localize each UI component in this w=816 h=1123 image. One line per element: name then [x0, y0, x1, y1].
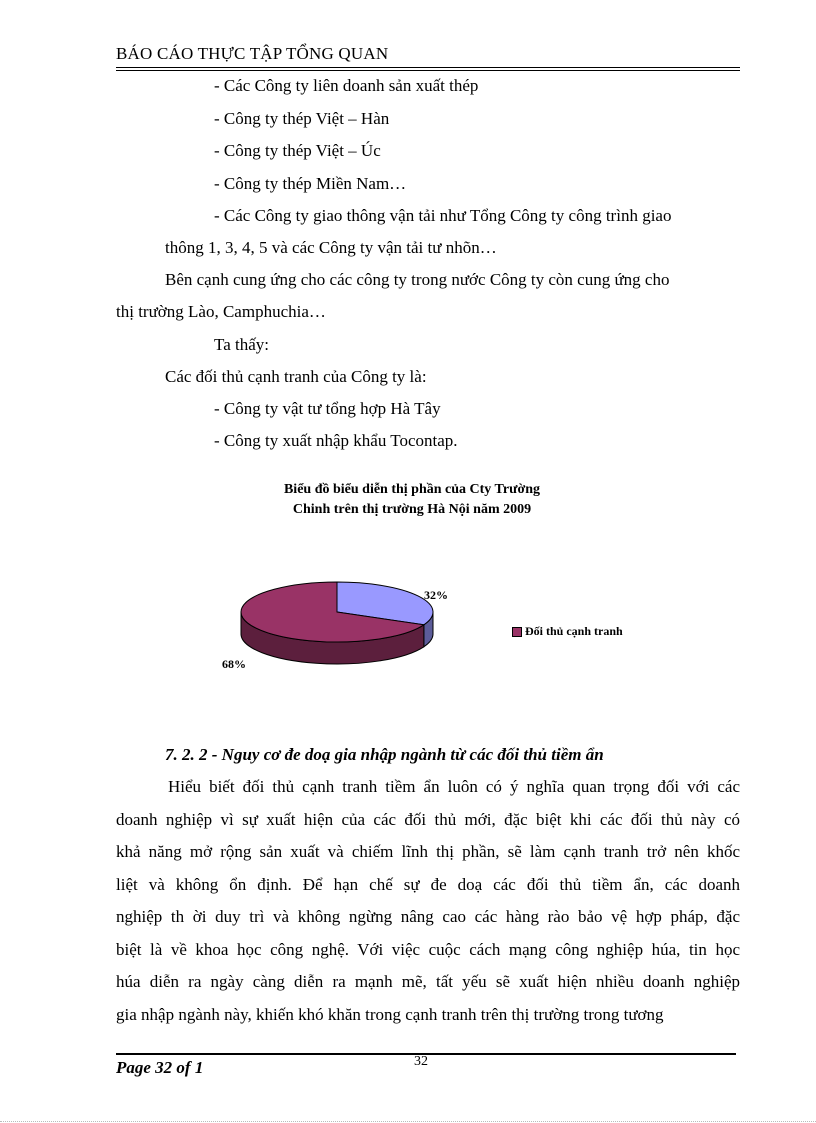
paragraph-line: biệt là về khoa học công nghệ. Với việc cuộc cách mạng công nghiệp húa, tin học [116, 939, 740, 959]
paragraph-line: khả năng mở rộng sản xuất và chiếm lĩnh thị phần, sẽ làm cạnh tranh trở nên khốc [116, 842, 740, 861]
chart-title [200, 480, 624, 520]
text-line: Các đối thủ cạnh tranh của Công ty là: [165, 367, 427, 386]
paragraph-line: húa diễn ra ngày càng diễn ra mạnh mẽ, tất yếu sẽ xuất hiện nhiều doanh nghiệp [116, 972, 740, 991]
header-rule [116, 67, 740, 68]
text-line: Bên cạnh cung ứng cho các công ty trong nước Công ty còn cung ứng cho [165, 270, 670, 289]
text-line: Ta thấy: [214, 335, 269, 354]
page-edge [0, 1121, 816, 1122]
pie-label-2: 68% [222, 657, 246, 671]
list-item: - Các Công ty giao thông vận tải như Tổng Công ty công trình giao [214, 206, 672, 225]
list-item: - Công ty thép Miền Nam… [214, 174, 407, 193]
paragraph-line: nghiệp th ời duy trì và không ngừng nâng cao các hàng rào bảo vệ hợp pháp, đặc [116, 907, 740, 926]
pie-chart [0, 560, 816, 760]
paragraph-line: doanh nghiệp vì sự xuất hiện của các đối thủ mới, đặc biệt khi các đối thủ này có [116, 809, 740, 829]
list-item: - Công ty vật tư tổng hợp Hà Tây [214, 399, 441, 418]
paragraph [116, 771, 740, 1031]
chart-legend [512, 624, 623, 639]
pie-label-1: 32% [424, 588, 448, 602]
page-header: BÁO CÁO THỰC TẬP TỔNG QUAN [116, 44, 389, 63]
paragraph-line: gia nhập ngành này, khiến khó khăn trong cạnh tranh trên thị trường trong tương [116, 1004, 664, 1024]
legend-label: Đối thủ cạnh tranh [525, 624, 623, 638]
chart-title-line-1: Biểu đồ biểu diễn thị phần của Cty Trường [283, 482, 541, 497]
header-rule-2 [116, 70, 740, 71]
chart-title-line-2: Chinh trên thị trường Hà Nội năm 2009 [292, 502, 532, 517]
list-item: - Công ty xuất nhập khẩu Tocontap. [214, 431, 458, 450]
footer-page-label: Page 32 of 1 [116, 1058, 204, 1077]
legend-swatch [512, 627, 522, 637]
text-line: thị trường Lào, Camphuchia… [116, 302, 326, 321]
list-item: - Công ty thép Việt – Úc [214, 141, 381, 160]
footer-page-number: 32 [414, 1054, 428, 1069]
paragraph-line: Hiểu biết đối thủ cạnh tranh tiềm ẩn luôn có ý nghĩa quan trọng đối với các [168, 777, 740, 796]
list-item: - Các Công ty liên doanh sản xuất thép [214, 76, 479, 95]
list-item: - Công ty thép Việt – Hàn [214, 109, 390, 128]
text-line: thông 1, 3, 4, 5 và các Công ty vận tải tư nhõn… [165, 238, 497, 257]
section-heading: 7. 2. 2 - Nguy cơ đe doạ gia nhập ngành từ các đối thủ tiềm ẩn [165, 745, 604, 764]
paragraph-line: liệt và không ổn định. Để hạn chế sự đe doạ các đối thủ tiềm ẩn, các doanh [116, 874, 740, 894]
